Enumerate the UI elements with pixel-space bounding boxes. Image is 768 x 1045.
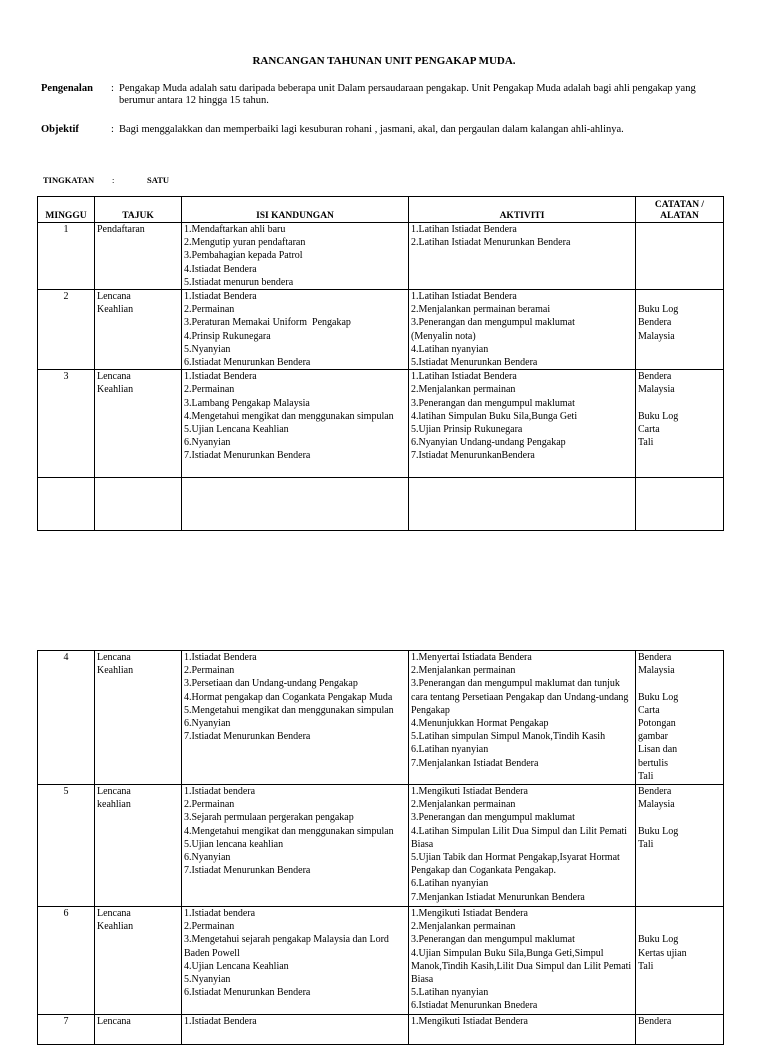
isi-line: 1.Istiadat bendera bbox=[184, 786, 256, 797]
isi-kandungan-cell bbox=[182, 1015, 409, 1045]
isi-line: 2.Permainan bbox=[184, 384, 235, 396]
isi-line: 1.Istiadat Bendera bbox=[184, 371, 257, 383]
catatan-cell bbox=[636, 907, 724, 1015]
isi-line: 1.Istiadat Bendera bbox=[184, 652, 257, 663]
aktiviti-line: (Menyalin nota) bbox=[411, 330, 476, 342]
catatan-line: Buku Log bbox=[638, 304, 679, 316]
empty-cell bbox=[409, 478, 636, 531]
catatan-cell bbox=[636, 785, 724, 907]
aktiviti-line: 4.Ujian Simpulan Buku Sila,Bunga Geti,Simpul Manok,Tindih Kasih,Lilit Dua Simpul dan Lilit Pemati Biasa bbox=[411, 947, 634, 986]
aktiviti-line: 5.Ujian Prinsip Rukunegara bbox=[411, 424, 523, 436]
table-row bbox=[38, 290, 724, 370]
aktiviti-line: 7.Menjankan Istiadat Menurunkan Bendera bbox=[411, 891, 585, 903]
catatan-line: Carta bbox=[638, 704, 660, 716]
isi-line: 4.Istiadat Bendera bbox=[184, 263, 257, 275]
pengenalan-colon: : bbox=[111, 83, 114, 94]
catatan-line: Bendera bbox=[638, 652, 672, 663]
tajuk-cell bbox=[95, 651, 182, 785]
isi-line: 3.Sejarah permulaan pergerakan pengakap bbox=[184, 812, 354, 824]
isi-line: 2.Permainan bbox=[184, 304, 235, 316]
table-row bbox=[38, 1015, 724, 1045]
catatan-line bbox=[638, 907, 721, 920]
aktiviti-line: 1.Mengikuti Istiadat Bendera bbox=[411, 908, 528, 919]
aktiviti-line: 2.Menjalankan permainan bbox=[411, 921, 516, 933]
aktiviti-line: 2.Menjalankan permainan bbox=[411, 665, 516, 677]
table-row bbox=[38, 907, 724, 1015]
isi-line: 4.Prinsip Rukunegara bbox=[184, 330, 271, 342]
plan-table-2 bbox=[37, 650, 724, 1045]
isi-line: 6.Nyanyian bbox=[184, 852, 231, 864]
aktiviti-line: 4.latihan Simpulan Buku Sila,Bunga Geti bbox=[411, 410, 578, 422]
minggu-cell: 4 bbox=[38, 651, 95, 785]
aktiviti-line: 1.Mengikuti Istiadat Bendera bbox=[411, 786, 528, 797]
aktiviti-line: 1.Latihan Istiadat Bendera bbox=[411, 224, 517, 235]
header-tajuk: TAJUK bbox=[95, 197, 182, 223]
catatan-cell bbox=[636, 223, 724, 290]
document-title: RANCANGAN TAHUNAN UNIT PENGAKAP MUDA. bbox=[252, 55, 516, 67]
isi-line: 1.Mendaftarkan ahli baru bbox=[184, 224, 286, 235]
objektif-colon: : bbox=[111, 124, 114, 135]
catatan-cell bbox=[636, 651, 724, 785]
catatan-line: Tali bbox=[638, 838, 654, 850]
tajuk-cell bbox=[95, 223, 182, 290]
aktiviti-line: 1.Menyertai Istiadata Bendera bbox=[411, 652, 532, 663]
table-header-row bbox=[38, 197, 724, 223]
objektif-text: Bagi menggalakkan dan memperbaiki lagi kesuburan rohani , jasmani, akal, dan pergaulan dalam kalangan ahli-ahlinya. bbox=[119, 124, 624, 135]
isi-line: 4.Hormat pengakap dan Cogankata Pengakap Muda bbox=[184, 691, 393, 703]
tajuk-cell bbox=[95, 1015, 182, 1045]
isi-kandungan-cell bbox=[182, 907, 409, 1015]
isi-line: 5.Ujian Lencana Keahlian bbox=[184, 424, 289, 436]
isi-kandungan-cell bbox=[182, 785, 409, 907]
catatan-line: Buku Log bbox=[638, 825, 679, 837]
isi-line: 3.Peraturan Memakai Uniform Pengakap bbox=[184, 317, 351, 329]
isi-kandungan-cell bbox=[182, 290, 409, 370]
tajuk-line: Keahlian bbox=[97, 384, 134, 396]
aktiviti-line: 7.Menjalankan Istiadat Bendera bbox=[411, 757, 539, 769]
aktiviti-line: 2.Menjalankan permainan bbox=[411, 799, 516, 811]
catatan-line: Bendera bbox=[638, 1016, 672, 1027]
isi-line: 2.Permainan bbox=[184, 799, 235, 811]
tingkatan-label: TINGKATAN bbox=[43, 175, 95, 185]
isi-line: 6.Istiadat Menurunkan Bendera bbox=[184, 357, 311, 369]
catatan-line bbox=[638, 290, 721, 303]
tajuk-cell bbox=[95, 290, 182, 370]
table-row bbox=[38, 785, 724, 907]
table-row bbox=[38, 370, 724, 478]
tajuk-line: keahlian bbox=[97, 799, 131, 811]
isi-line: 2.Mengutip yuran pendaftaran bbox=[184, 237, 306, 249]
aktiviti-line: 1.Latihan Istiadat Bendera bbox=[411, 291, 517, 303]
aktiviti-cell bbox=[409, 651, 636, 785]
isi-line: 6.Istiadat Menurunkan Bendera bbox=[184, 987, 311, 999]
catatan-line: Lisan dan bbox=[638, 744, 678, 756]
tajuk-cell bbox=[95, 907, 182, 1015]
isi-line: 4.Ujian Lencana Keahlian bbox=[184, 960, 289, 972]
catatan-line: Tali bbox=[638, 770, 654, 782]
isi-line: 7.Istiadat Menurunkan Bendera bbox=[184, 865, 311, 877]
catatan-line: Carta bbox=[638, 424, 660, 436]
catatan-line: gambar bbox=[638, 731, 668, 743]
isi-kandungan-cell bbox=[182, 223, 409, 290]
tajuk-line: Lencana bbox=[97, 371, 131, 383]
aktiviti-line: 1.Latihan Istiadat Bendera bbox=[411, 371, 517, 383]
isi-line: 1.Istiadat bendera bbox=[184, 908, 256, 919]
empty-cell bbox=[95, 478, 182, 531]
aktiviti-cell bbox=[409, 907, 636, 1015]
header-minggu: MINGGU bbox=[38, 197, 95, 223]
tajuk-cell bbox=[95, 370, 182, 478]
aktiviti-line: 6.Latihan nyanyian bbox=[411, 878, 489, 890]
catatan-line: Malaysia bbox=[638, 330, 675, 342]
aktiviti-line: 3.Penerangan dan mengumpul maklumat bbox=[411, 397, 575, 409]
catatan-line bbox=[638, 397, 721, 410]
isi-line: 3.Pembahagian kepada Patrol bbox=[184, 250, 303, 262]
catatan-line: Bendera bbox=[638, 786, 672, 797]
aktiviti-cell bbox=[409, 1015, 636, 1045]
table-row bbox=[38, 223, 724, 290]
aktiviti-line: 5.Latihan nyanyian bbox=[411, 987, 489, 999]
aktiviti-line: 6.Istiadat Menurunkan Bnedera bbox=[411, 1000, 538, 1012]
aktiviti-line: 6.Nyanyian Undang-undang Pengakap bbox=[411, 437, 566, 449]
catatan-line: Kertas ujian bbox=[638, 947, 687, 959]
catatan-line: bertulis bbox=[638, 757, 668, 769]
isi-line: 3.Mengetahui sejarah pengakap Malaysia dan Lord Baden Powell bbox=[184, 934, 392, 959]
isi-line: 5.Nyanyian bbox=[184, 343, 231, 355]
isi-line: 3.Lambang Pengakap Malaysia bbox=[184, 397, 310, 409]
aktiviti-line: 3.Penerangan dan mengumpul maklumat bbox=[411, 934, 575, 946]
header-isi-kandungan: ISI KANDUNGAN bbox=[182, 197, 409, 223]
empty-cell bbox=[636, 478, 724, 531]
isi-line: 5.Mengetahui mengikat dan menggunakan simpulan bbox=[184, 704, 394, 716]
isi-line: 6.Nyanyian bbox=[184, 718, 231, 730]
aktiviti-cell bbox=[409, 370, 636, 478]
aktiviti-cell bbox=[409, 223, 636, 290]
isi-line: 1.Istiadat Bendera bbox=[184, 1016, 257, 1027]
tajuk-line: Lencana bbox=[97, 786, 131, 797]
tajuk-cell bbox=[95, 785, 182, 907]
table-row bbox=[38, 651, 724, 785]
pengenalan-text: Pengakap Muda adalah satu daripada beberapa unit Dalam persaudaraan pengakap. Unit Pengakap Muda adalah bagi ahli pengakap yang berumur antara 12 hingga 15 tahun. bbox=[119, 83, 696, 106]
catatan-line: Bendera bbox=[638, 317, 672, 329]
plan-table-1 bbox=[37, 196, 724, 531]
minggu-cell: 5 bbox=[38, 785, 95, 907]
catatan-line bbox=[638, 811, 721, 824]
isi-line: 2.Permainan bbox=[184, 921, 235, 933]
header-aktiviti: AKTIVITI bbox=[409, 197, 636, 223]
aktiviti-line: 3.Penerangan dan mengumpul maklumat bbox=[411, 317, 575, 329]
isi-line: 5.Nyanyian bbox=[184, 974, 231, 986]
minggu-cell: 2 bbox=[38, 290, 95, 370]
catatan-line: Tali bbox=[638, 437, 654, 449]
isi-line: 5.Istiadat menurun bendera bbox=[184, 276, 294, 288]
tajuk-line: Lencana bbox=[97, 908, 131, 919]
minggu-cell: 1 bbox=[38, 223, 95, 290]
isi-line: 4.Mengetahui mengikat dan menggunakan simpulan bbox=[184, 410, 394, 422]
aktiviti-line: 2.Menjalankan permainan bbox=[411, 384, 516, 396]
aktiviti-line: 5.Istiadat Menurunkan Bendera bbox=[411, 357, 538, 369]
tajuk-line: Lencana bbox=[97, 652, 131, 663]
catatan-line: Malaysia bbox=[638, 665, 675, 677]
aktiviti-line: 2.Latihan Istiadat Menurunkan Bendera bbox=[411, 237, 571, 249]
catatan-line: Tali bbox=[638, 960, 654, 972]
catatan-line: Buku Log bbox=[638, 934, 679, 946]
aktiviti-line: 3.Penerangan dan mengumpul maklumat bbox=[411, 812, 575, 824]
isi-line: 6.Nyanyian bbox=[184, 437, 231, 449]
tingkatan-colon: : bbox=[112, 175, 115, 185]
empty-table-row bbox=[38, 478, 724, 531]
aktiviti-line: 2.Menjalankan permainan beramai bbox=[411, 304, 551, 316]
isi-line: 2.Permainan bbox=[184, 665, 235, 677]
isi-line: 4.Mengetahui mengikat dan menggunakan simpulan bbox=[184, 825, 394, 837]
header-catatan-alatan: CATATAN / ALATAN bbox=[636, 197, 724, 223]
empty-cell bbox=[38, 478, 95, 531]
catatan-line: Bendera bbox=[638, 371, 672, 383]
empty-cell bbox=[182, 478, 409, 531]
aktiviti-line: 4.Latihan Simpulan Lilit Dua Simpul dan Lilit Pemati Biasa bbox=[411, 825, 630, 850]
tajuk-line: Pendaftaran bbox=[97, 224, 145, 235]
tingkatan-value: SATU bbox=[147, 175, 170, 185]
tajuk-line: Keahlian bbox=[97, 665, 134, 677]
objektif-label: Objektif bbox=[41, 124, 79, 135]
tajuk-line: Keahlian bbox=[97, 304, 134, 316]
catatan-cell bbox=[636, 370, 724, 478]
pengenalan-label: Pengenalan bbox=[41, 83, 93, 94]
aktiviti-line: 6.Latihan nyanyian bbox=[411, 744, 489, 756]
catatan-line: Malaysia bbox=[638, 384, 675, 396]
aktiviti-line: 4.Menunjukkan Hormat Pengakap bbox=[411, 718, 549, 730]
minggu-cell: 7 bbox=[38, 1015, 95, 1045]
tingkatan-line bbox=[43, 175, 170, 185]
tajuk-line: Keahlian bbox=[97, 921, 134, 933]
isi-line: 3.Persetiaan dan Undang-undang Pengakap bbox=[184, 678, 358, 690]
catatan-line: Potongan bbox=[638, 718, 676, 730]
tajuk-line: Lencana bbox=[97, 291, 131, 303]
aktiviti-line: 3.Penerangan dan mengumpul maklumat dan tunjuk cara tentang Persetiaan Pengakap dan Undang-undang Pengakap bbox=[411, 678, 631, 716]
minggu-cell: 6 bbox=[38, 907, 95, 1015]
catatan-line: Malaysia bbox=[638, 799, 675, 811]
isi-line: 7.Istiadat Menurunkan Bendera bbox=[184, 731, 311, 743]
isi-kandungan-cell bbox=[182, 370, 409, 478]
catatan-line bbox=[638, 677, 721, 690]
catatan-cell bbox=[636, 290, 724, 370]
aktiviti-line: 5.Latihan simpulan Simpul Manok,Tindih Kasih bbox=[411, 731, 606, 743]
isi-line: 5.Ujian lencana keahlian bbox=[184, 838, 284, 850]
tajuk-line: Lencana bbox=[97, 1016, 131, 1027]
minggu-cell: 3 bbox=[38, 370, 95, 478]
catatan-line: Buku Log bbox=[638, 691, 679, 703]
aktiviti-line: 4.Latihan nyanyian bbox=[411, 343, 489, 355]
aktiviti-line: 7.Istiadat MenurunkanBendera bbox=[411, 450, 535, 462]
aktiviti-cell bbox=[409, 290, 636, 370]
aktiviti-line: 5.Ujian Tabik dan Hormat Pengakap,Isyarat Hormat Pengakap dan Cogankata Pengakap. bbox=[411, 852, 623, 877]
aktiviti-line: 1.Mengikuti Istiadat Bendera bbox=[411, 1016, 528, 1027]
aktiviti-cell bbox=[409, 785, 636, 907]
isi-line: 1.Istiadat Bendera bbox=[184, 291, 257, 303]
catatan-line: Buku Log bbox=[638, 410, 679, 422]
catatan-line bbox=[638, 920, 721, 933]
isi-kandungan-cell bbox=[182, 651, 409, 785]
isi-line: 7.Istiadat Menurunkan Bendera bbox=[184, 450, 311, 462]
catatan-cell bbox=[636, 1015, 724, 1045]
